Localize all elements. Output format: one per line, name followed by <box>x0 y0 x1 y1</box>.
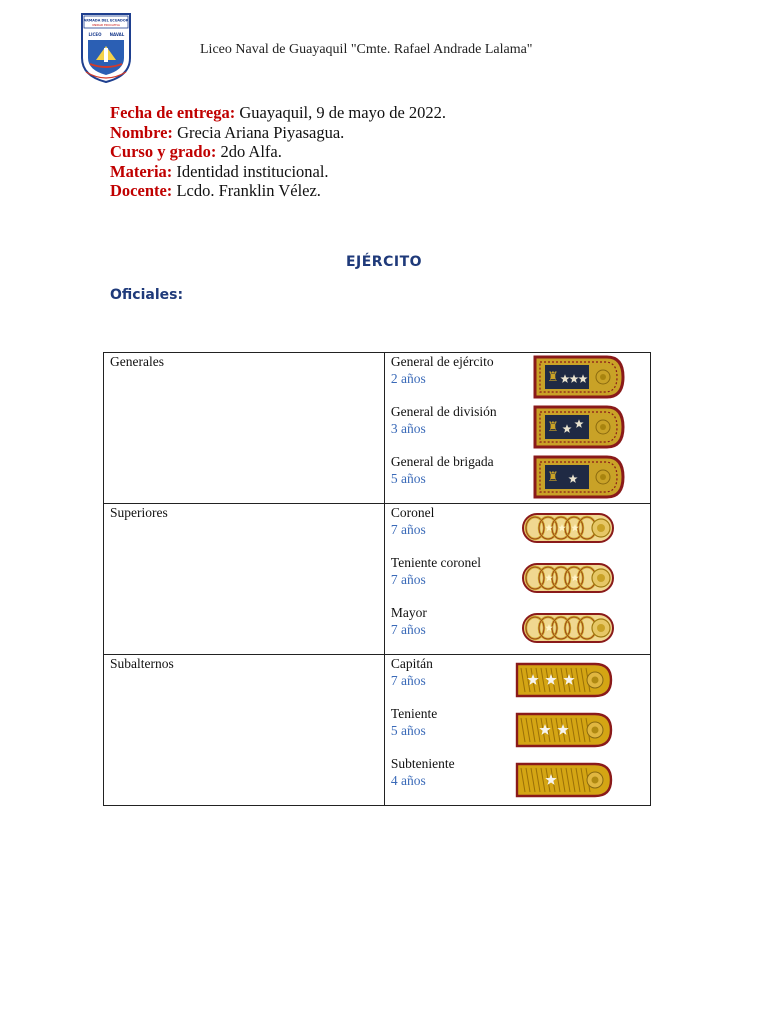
name-row <box>110 123 446 143</box>
rank-name: Subteniente <box>390 756 455 771</box>
eagle-icon: ♜ <box>547 420 559 435</box>
list-item <box>385 453 650 503</box>
subject-value: Identidad institucional. <box>176 161 329 181</box>
ranks-table <box>103 352 651 806</box>
rank-name: Teniente coronel <box>390 555 482 570</box>
eagle-icon: ♜ <box>547 470 559 485</box>
rank-list-cell <box>384 353 650 504</box>
delivery-date-row <box>110 103 446 123</box>
rank-years: 5 años <box>390 723 426 738</box>
delivery-date-label: Fecha de entrega: <box>110 103 236 122</box>
braided-shoulder-board-icon <box>521 608 617 648</box>
rank-category: Subalternos <box>104 655 385 806</box>
course-value: 2do Alfa. <box>220 142 282 161</box>
general-shoulder-board-icon <box>533 405 625 449</box>
logo-text-right: NAVAL <box>109 32 125 37</box>
rank-category: Superiores <box>104 504 385 655</box>
rank-category: Generales <box>104 353 385 504</box>
course-row <box>110 142 446 162</box>
rank-years: 7 años <box>390 673 426 688</box>
subject-row <box>110 162 446 182</box>
list-item <box>385 353 650 403</box>
braided-shoulder-board-icon <box>521 558 617 598</box>
general-shoulder-board-icon <box>533 455 625 499</box>
rank-years: 4 años <box>390 773 426 788</box>
gold-shoulder-board-icon <box>515 761 615 799</box>
logo-text-left: LICEO <box>88 32 102 37</box>
rank-years: 2 años <box>390 371 426 386</box>
list-item <box>385 755 650 805</box>
officers-subtitle: Oficiales: <box>110 287 184 303</box>
teacher-value: Lcdo. Franklin Vélez. <box>176 181 321 200</box>
logo-text-unit: UNIDAD EDUCATIVA <box>92 23 120 27</box>
name-label: Nombre: <box>110 122 173 142</box>
section-title: EJÉRCITO <box>345 254 423 270</box>
rank-name: General de división <box>390 404 497 419</box>
school-crest-logo <box>80 12 132 84</box>
gold-shoulder-board-icon <box>515 661 615 699</box>
rank-list-cell <box>384 504 650 655</box>
school-name: Liceo Naval de Guayaquil "Cmte. Rafael Andrade Lalama" <box>200 42 533 57</box>
rank-name: Coronel <box>390 505 435 520</box>
teacher-label: Docente: <box>110 181 173 200</box>
course-label: Curso y grado: <box>110 142 217 161</box>
logo-text-top: ARMADA DEL ECUADOR <box>83 18 129 23</box>
list-item <box>385 554 650 604</box>
rank-name: Teniente <box>390 706 438 721</box>
student-info-block <box>110 103 446 201</box>
rank-years: 7 años <box>390 572 426 587</box>
rank-years: 7 años <box>390 522 426 537</box>
subject-label: Materia: <box>110 161 173 181</box>
rank-years: 7 años <box>390 622 426 637</box>
list-item <box>385 655 650 705</box>
braided-shoulder-board-icon <box>521 508 617 548</box>
table-row <box>104 353 651 504</box>
rank-list-cell <box>384 655 650 806</box>
rank-name: General de brigada <box>390 454 494 469</box>
list-item <box>385 504 650 554</box>
teacher-row <box>110 181 446 201</box>
rank-years: 5 años <box>390 471 426 486</box>
list-item <box>385 403 650 453</box>
rank-years: 3 años <box>390 421 426 436</box>
table-row <box>104 655 651 806</box>
rank-name: General de ejército <box>390 354 494 369</box>
delivery-date-value: Guayaquil, 9 de mayo de 2022. <box>239 103 447 122</box>
general-shoulder-board-icon <box>533 355 625 399</box>
name-value: Grecia Ariana Piyasagua. <box>177 122 345 142</box>
eagle-icon: ♜ <box>547 370 559 385</box>
list-item <box>385 604 650 654</box>
list-item <box>385 705 650 755</box>
table-row <box>104 504 651 655</box>
rank-name: Mayor <box>390 605 427 620</box>
gold-shoulder-board-icon <box>515 711 615 749</box>
rank-name: Capitán <box>390 656 433 671</box>
